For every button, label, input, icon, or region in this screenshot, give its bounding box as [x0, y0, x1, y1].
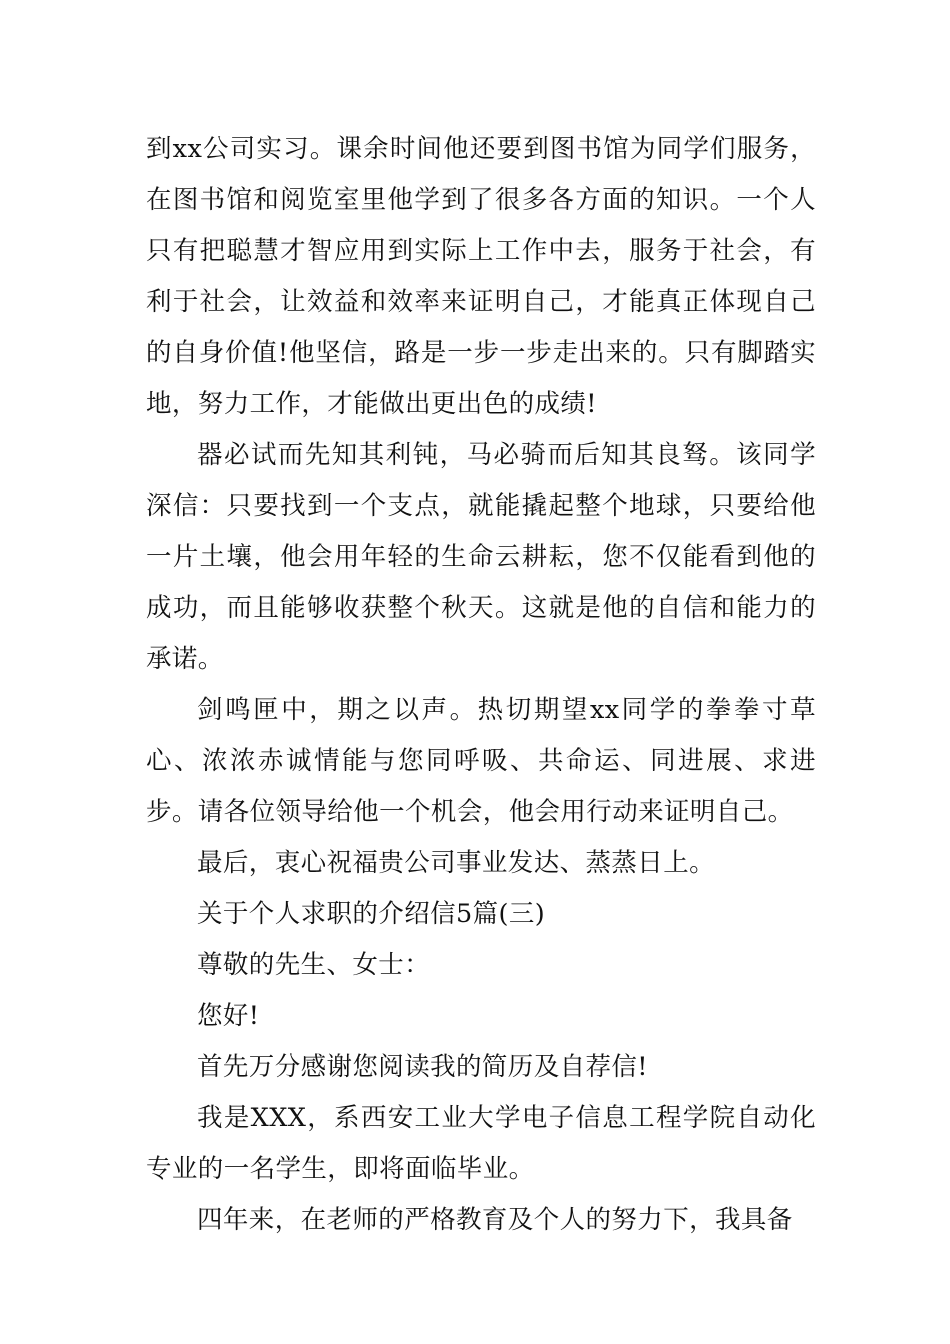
paragraph-3: 剑鸣匣中，期之以声。热切期望xx同学的拳拳寸草心、浓浓赤诚情能与您同呼吸、共命运、同进展、求进步。请各位领导给他一个机会，他会用行动来证明自己。 — [146, 695, 816, 827]
salutation: 尊敬的先生、女士： — [197, 950, 431, 980]
paragraph-intro: 我是XXX，系西安工业大学电子信息工程学院自动化专业的一名学生，即将面临毕业。 — [146, 1103, 816, 1184]
section-heading: 关于个人求职的介绍信5篇(三) — [197, 899, 546, 929]
greeting: 您好! — [197, 1001, 260, 1031]
paragraph-thanks: 首先万分感谢您阅读我的简历及自荐信! — [197, 1052, 648, 1082]
paragraph-2: 器必试而先知其利钝，马必骑而后知其良驽。该同学深信：只要找到一个支点，就能撬起整个地球，只要给他一片土壤，他会用年轻的生命云耕耘，您不仅能看到他的成功，而且能够收获整个秋天。这就是他的自信和能力的承诺。 — [146, 440, 816, 674]
paragraph-4: 最后，衷心祝福贵公司事业发达、蒸蒸日上。 — [197, 848, 716, 878]
paragraph-last: 四年来，在老师的严格教育及个人的努力下，我具备 — [197, 1205, 793, 1235]
document-body — [146, 124, 816, 1246]
paragraph-1: 到xx公司实习。课余时间他还要到图书馆为同学们服务，在图书馆和阅览室里他学到了很多各方面的知识。一个人只有把聪慧才智应用到实际上工作中去，服务于社会，有利于社会，让效益和效率来证明自己，才能真正体现自己的自身价值!他坚信，路是一步一步走出来的。只有脚踏实地，努力工作，才能做出更出色的成绩! — [146, 134, 816, 419]
